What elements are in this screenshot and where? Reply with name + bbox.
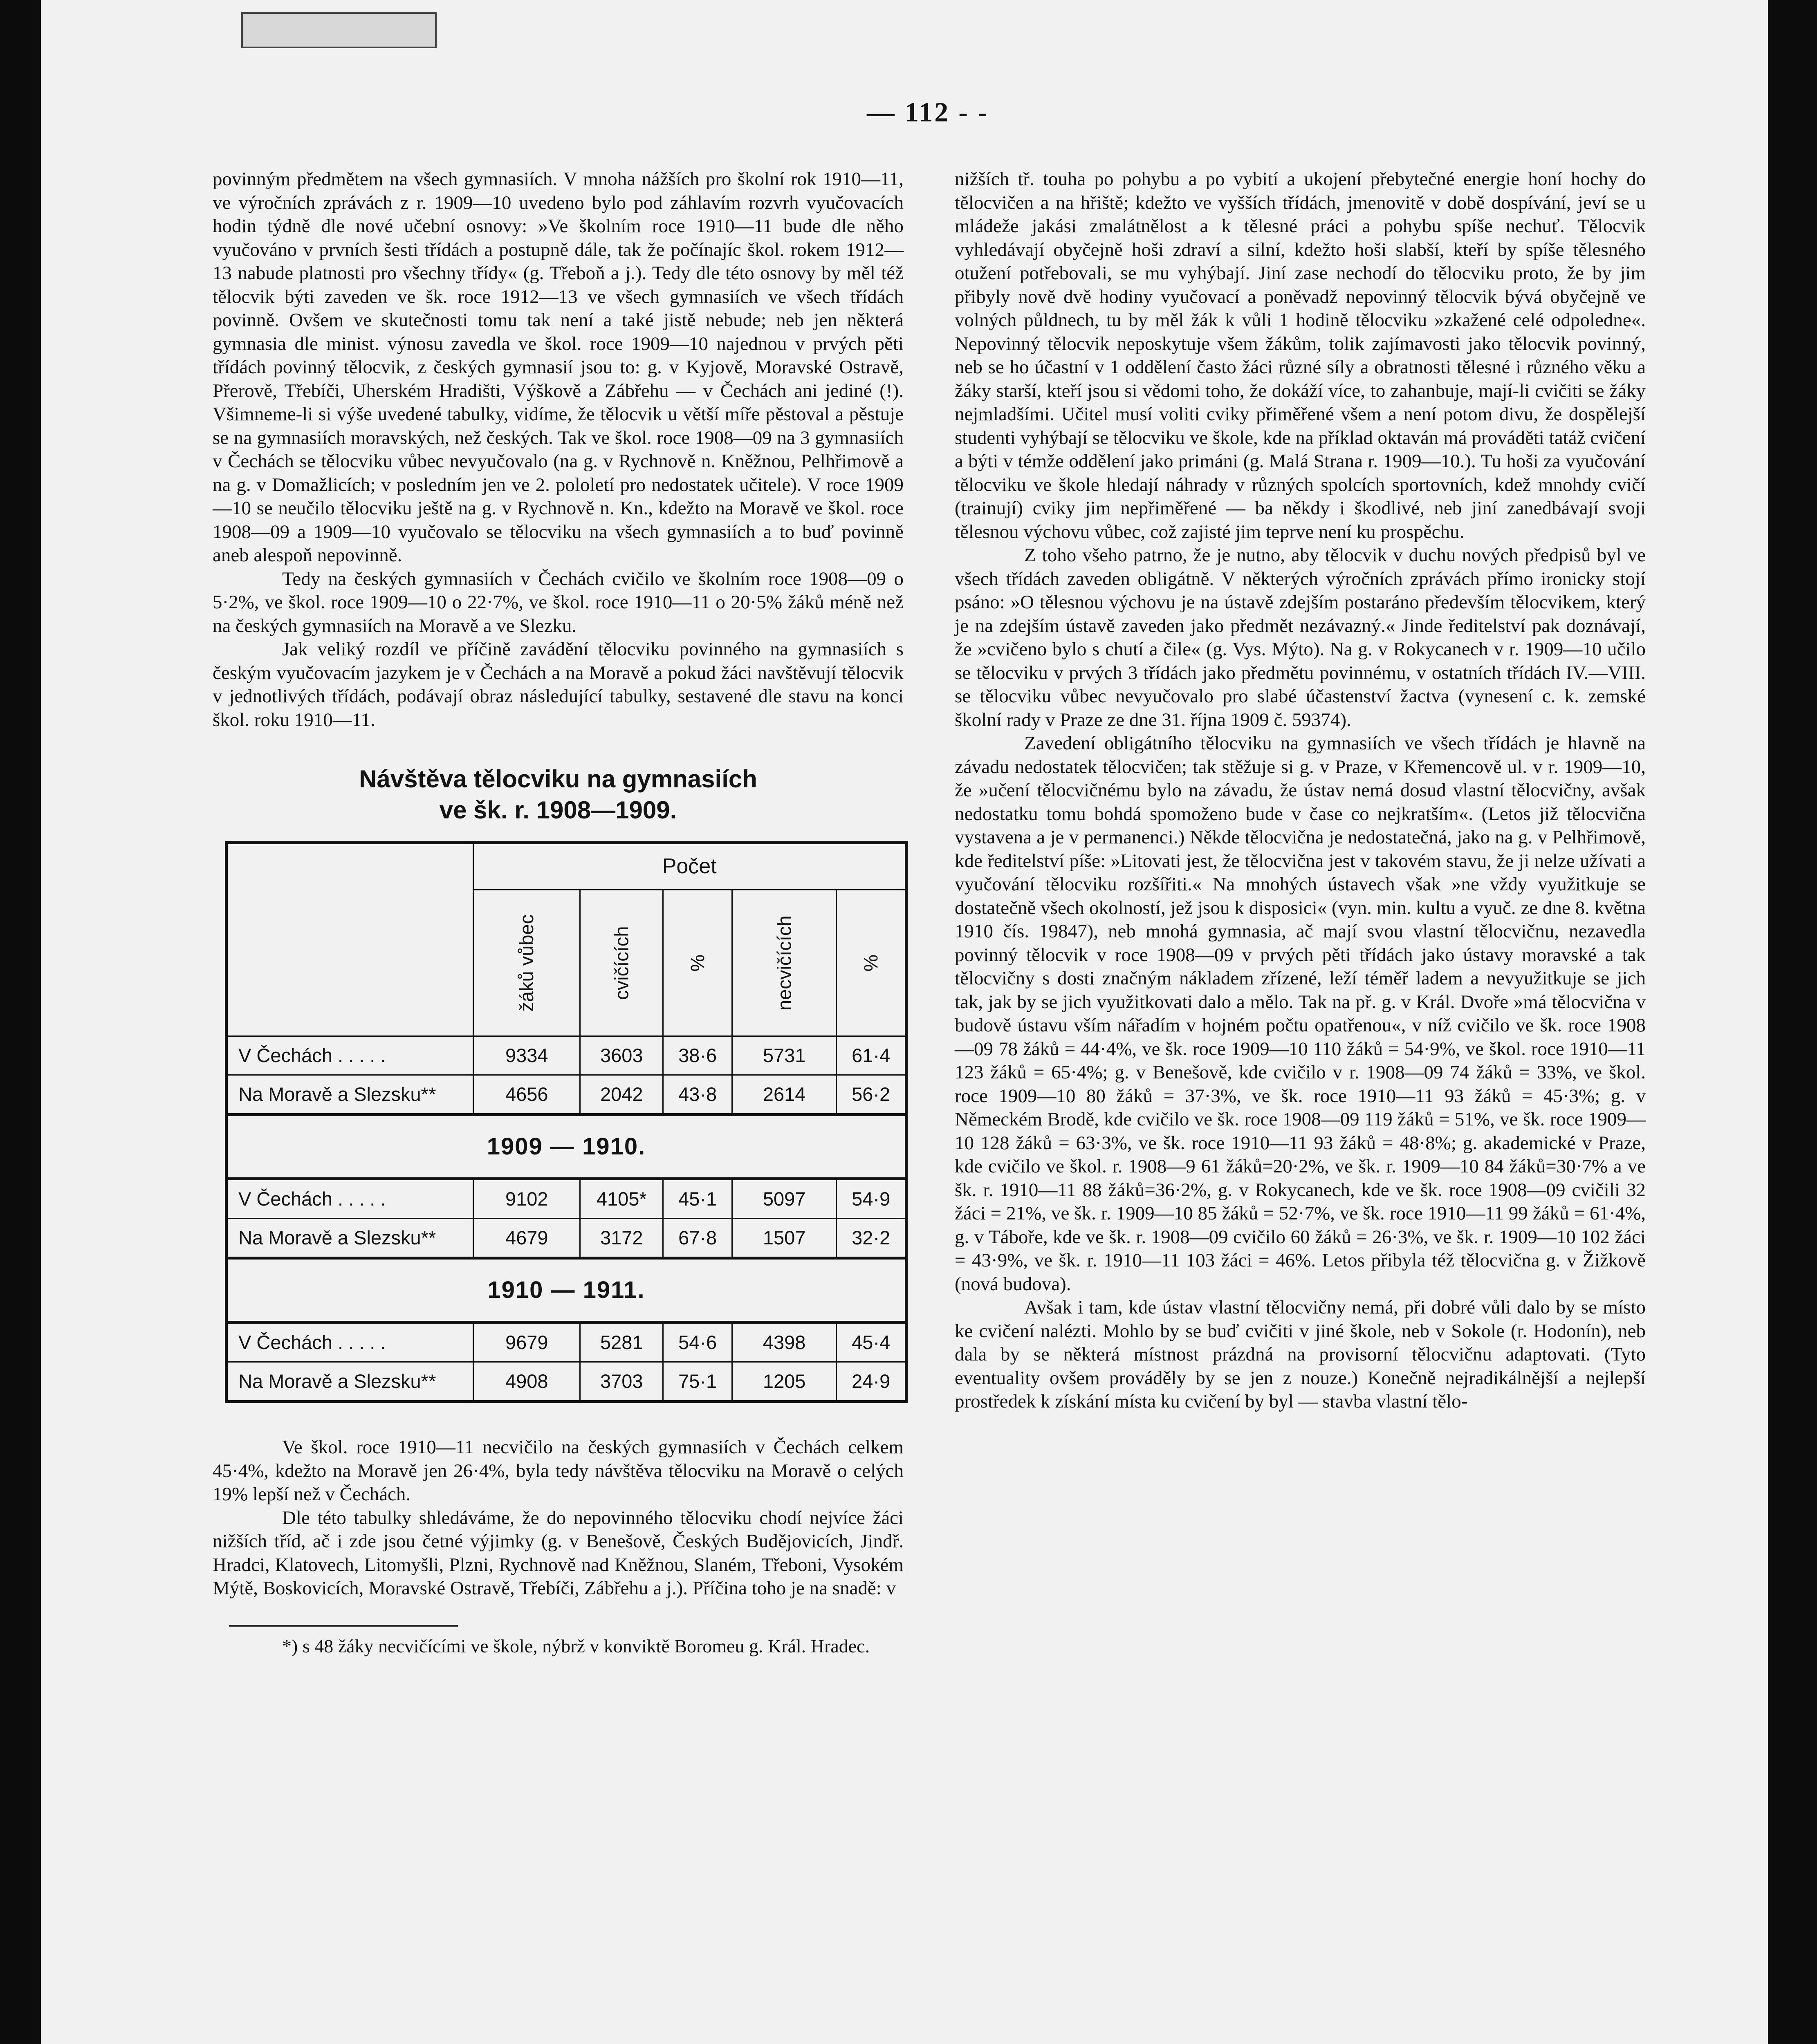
column-header [663,890,732,1036]
table-cell: 75·1 [663,1362,732,1402]
paragraph: Tedy na českých gymnasiích v Čechách cvičilo ve školním roce 1908—09 o 5·2%, ve škol. roce 1909—10 o 22·7%, ve škol. roce 1910—11 o 20·5% žáků méně než na českých gymnasiích na Moravě a ve Slezku. [213,568,904,637]
header-blank-cell [227,843,473,1036]
group-header: Počet [473,843,906,890]
table-row [227,1362,906,1402]
paragraph: Avšak i tam, kde ústav vlastní tělocvičny nemá, při dobré vůli dalo by se místo ke cvičení nalézti. Mohlo by se buď cvičiti v jiné škole, neb v Sokole (r. Hodonín), neb dala by se některá místnost prázdná na provisorní tělocvičnu adaptovati. (Tyto eventuality ovšem prováděly by se jen z nouze.) Konečně nejradikálnější a nejlepší prostředek k získání místa ku cvičení by byl — stavba vlastní tělo- [955,1297,1646,1412]
scan-border-right [1768,0,1817,2044]
table-cell: 9334 [473,1036,580,1075]
paragraph: Zavedení obligátního tělocviku na gymnasiích ve všech třídách je hlavně na závadu nedostatek tělocvičen; tak stěžuje si g. v Praze, v Křemencově ul. v r. 1909—10, že »učení tělocvičnému bylo na závadu, že ústav nemá dosud vlastní tělocvičny, avšak nedostatku tomu bohdá spomoženo bude v čase co nejkratším«. (Letos již tělocvična vystavena a je v permanenci.) Někde tělocvična je nedostatečná, jako na g. v Pelhřimově, kde ředitelství píše: »Litovati jest, že tělocvična jest v takovém stavu, že ji nelze užívati a vyučování tělocviku rozšířiti.« Na mnohých ústavech však »ne vždy využitkuje se dostatečně všech okolností, jež jsou k disposici« (vyn. min. kultu a vyuč. ze dne 8. května 1910 čís. 19847), neb mnohá gymnasia, ač mají svou vlastní tělocvičnu, nezavedla povinný tělocvik v roce 1908—09 v prvých pěti třídách jako ústavy moravské a tak tělocvičny s dosti značným nákladem zřízené, leží téměř ladem a nevyužitkuje se jich tak, jak by se jich využitkovati dalo a mělo. Tak na př. g. v Král. Dvoře »má tělocvična v budově ústavu vším nářadím v hojném počtu opatřenou«, v níž cvičilo ve šk. roce 1908—09 78 žáků = 44·4%, ve šk. roce 1909—10 110 žáků = 54·9%, ve škol. roce 1910—11 123 žáků = 65·4%; g. v Benešově, kde cvičilo v r. 1908—09 74 žáků = 33%, ve škol. roce 1909—10 80 žáků = 37·3%, ve šk. roce 1910—11 93 žáků = 45·3%; g. v Německém Brodě, kde cvičilo ve šk. roce 1908—09 119 žáků = 51%, ve šk. roce 1909—10 128 žáků = 63·3%, ve šk. roce 1910—11 93 žáků = 48·8%; g. akademické v Praze, kde cvičilo ve škol. r. 1908—9 61 žáků=20·2%, ve šk. r. 1909—10 84 žáků=30·7% a ve šk. r. 1910—11 88 žáků=36·2%, g. v Rokycanech, kde ve šk. roce 1908—09 cvičili 32 žáci = 21%, ve šk. r. 1909—10 85 žáků = 52·7%, ve šk. roce 1910—11 99 žáků = 61·4%, g. v Táboře, kde ve šk. r. 1908—09 cvičilo 60 žáků = 26·3%, ve šk. r. 1909—10 102 žáci = 43·9%, ve šk. r. 1910—11 103 žáci = 46%. Letos přibyla též tělocvična g. v Žižkově (nová budova). [955,733,1646,1295]
table-cell: 1507 [732,1219,836,1258]
table-row [227,1179,906,1219]
column-header-label: žáků vůbec [516,914,538,1012]
attendance-table [225,841,908,1403]
table-cell: 4908 [473,1362,580,1402]
column-header-label: % [860,954,882,972]
table-cell: 3603 [580,1036,663,1075]
column-header-label: cvičících [610,926,633,1000]
table-cell: 56·2 [837,1075,906,1115]
paragraph: povinným předmětem na všech gymnasiích. V mnoha nážších pro školní rok 1910—11, ve výročních zprávách z r. 1909—10 uvedeno bylo pod záhlavím rozvrh vyučovacích hodin týdně dle nové učební osnovy: »Ve školním roce 1910—11 bude dle něho vyučováno v prvních šesti třídách a postupně dále, tak že počínajíc škol. rokem 1912—13 nabude platnosti pro všechny třídy« (g. Třeboň a j.). Tedy dle této osnovy by měl též tělocvik býti zaveden ve šk. roce 1912—13 ve všech gymnasiích ve všech třídách povinně. Ovšem ve skutečnosti tomu tak není a také jistě nebude; neb jen některá gymnasia dle minist. výnosu zavedla ve škol. roce 1909—10 najednou v prvých pěti třídách povinný tělocvik, z českých gymnasií jsou to: g. v Kyjově, Moravské Ostravě, Přerově, Třebíči, Uherském Hradišti, Výškově a Zábřehu — v Čechách ani jediné (!). Všimneme-li si výše uvedené tabulky, vidíme, že tělocvik u větší míře pěstoval a pěstuje se na gymnasiích moravských, než českých. Tak ve škol. roce 1908—09 na 3 gymnasiích v Čechách se tělocviku vůbec nevyučovalo (na g. v Rychnově n. Kněžnou, Pelhřimově a na g. v Domažlicích; v posledním jen ve 2. pololetí pro nedostatek učitele). V roce 1909—10 se neučilo tělocviku ještě na g. v Rychnově n. Kn., kdežto na Moravě ve škol. roce 1908—09 a 1909—10 vyučovalo se tělocviku na všech gymnasiích a to buď povinně aneb alespoň nepovinně. [213,168,904,566]
column-header [732,890,836,1036]
scan-border-left [0,0,41,2044]
footnote: *) s 48 žáky necvičícími ve škole, nýbrž v konviktě Boromeu g. Král. Hradec. [282,1635,870,1656]
column-header [473,890,580,1036]
section-header: 1909 — 1910. [227,1115,906,1179]
scan-artifact [241,12,437,48]
table-cell: 1205 [732,1362,836,1402]
row-label: Na Moravě a Slezsku** [227,1075,473,1115]
table-cell: 61·4 [837,1036,906,1075]
table-cell: 4105* [580,1179,663,1219]
section-header-row [227,1258,906,1322]
table-cell: 2042 [580,1075,663,1115]
table-cell: 5731 [732,1036,836,1075]
table-cell: 3703 [580,1362,663,1402]
table-cell: 54·9 [837,1179,906,1219]
table-cell: 2614 [732,1075,836,1115]
table-title [213,764,904,826]
table-row [227,1036,906,1075]
row-label: V Čechách . . . . . [227,1322,473,1362]
paragraph: Jak veliký rozdíl ve příčině zavádění tělocviku povinného na gymnasiích s českým vyučovacím jazykem je v Čechách a na Moravě a pokud žáci navštěvují tělocvik v jednotlivých třídách, podávají obraz následující tabulky, sestavené dle stavu na konci škol. roku 1910—11. [213,639,904,731]
table-cell: 3172 [580,1219,663,1258]
table-cell: 24·9 [837,1362,906,1402]
row-label: V Čechách . . . . . [227,1036,473,1075]
row-label: V Čechách . . . . . [227,1179,473,1219]
table-cell: 5097 [732,1179,836,1219]
table-cell: 54·6 [663,1322,732,1362]
paragraph: Dle této tabulky shledáváme, že do nepovinného tělocviku chodí nejvíce žáci nižších tříd, ač i zde jsou četné výjimky (g. v Benešově, Českých Budějovicích, Jindř. Hradci, Klatovech, Litomyšli, Plzni, Rychnově nad Kněžnou, Slaném, Třeboni, Vysokém Mýtě, Boskovicích, Moravské Ostravě, Třebíči, Zábřehu a j.). Příčina toho je na snadě: v [213,1507,904,1599]
footnote-divider [229,1625,458,1627]
row-label: Na Moravě a Slezsku** [227,1219,473,1258]
left-column [213,168,904,1658]
paragraph: Z toho všeho patrno, že je nutno, aby tělocvik v duchu nových předpisů byl ve všech třídách zaveden obligátně. V některých výročních zprávách přímo ironicky stojí psáno: »O tělesnou výchovu je na ústavě zdejším postaráno především tělocvikem, který je na zdejším ústavě zaveden jako předmět nezávazný.« Jinde ředitelství pak doznávají, že »cvičeno bylo s chutí a čile« (g. Vys. Mýto). Na g. v Rokycanech v r. 1909—10 učilo se tělocviku v prvých 3 třídách jako předmětu povinnému, v ostatních třídách IV.—VIII. se tělocviku vůbec nevyučovalo pro slabé účastenství žactva (vynesení c. k. zemské školní rady v Praze ze dne 31. října 1909 č. 59374). [955,545,1646,731]
table-row [227,1075,906,1115]
column-header [837,890,906,1036]
table-cell: 4398 [732,1322,836,1362]
table-cell: 9679 [473,1322,580,1362]
table-cell: 38·6 [663,1036,732,1075]
table-cell: 45·1 [663,1179,732,1219]
table-cell: 32·2 [837,1219,906,1258]
paragraph: Ve škol. roce 1910—11 necvičilo na českých gymnasiích v Čechách celkem 45·4%, kdežto na Moravě jen 26·4%, byla tedy návštěva tělocviku na Moravě o celých 19% lepší než v Čechách. [213,1437,904,1505]
right-column [955,168,1646,1414]
table-cell: 45·4 [837,1322,906,1362]
column-header-label: % [686,954,709,972]
page-number: — 112 - - [867,96,989,128]
section-header-row [227,1115,906,1179]
column-header [580,890,663,1036]
table-row [227,1219,906,1258]
table-title-line: Návštěva tělocviku na gymnasiích [359,765,757,793]
table-cell: 67·8 [663,1219,732,1258]
section-header: 1910 — 1911. [227,1258,906,1322]
table-cell: 5281 [580,1322,663,1362]
table-header-row [227,843,906,890]
row-label: Na Moravě a Slezsku** [227,1362,473,1402]
table-cell: 43·8 [663,1075,732,1115]
table-cell: 4656 [473,1075,580,1115]
table-row [227,1322,906,1362]
paragraph: nižších tř. touha po pohybu a po vybití a ukojení přebytečné energie honí hochy do tělocvičen a na hřiště; kdežto ve vyšších třídách, jmenovitě v době dospívání, jeví se u mládeže jakási zmalátnělost a k tělesné práci a pohybu spíše nechuť. Tělocvik vyhledávají obyčejně hoši zdraví a silní, kdežto hoši slabší, kteří by spíše tělesného otužení potřebovali, se mu vyhýbají. Jiní zase nechodí do tělocviku proto, že by jim přibyly nově dvě hodiny vyučovací a poněvadž nepovinný tělocvik bývá obyčejně ve volných půldnech, tu by měl žák k vůli 1 hodině tělocviku »zkažené celé odpoledne«. Nepovinný tělocvik neposkytuje všem žákům, tolik zajímavosti jako tělocvik povinný, neb se ho účastní v 1 oddělení často žáci různé síly a obratnosti tělesné i různého věku a žáky starší, kteří jsou si vědomi toho, že dokáží více, to zahanbuje, mají-li cvičiti se žáky nejmladšími. Učitel musí voliti cviky přiměřené všem a není potom divu, že dospělejší studenti vyhýbají se tělocviku ve škole, kde na příklad oktaván má prováděti tatáž cvičení a býti v témže oddělení jako primáni (g. Malá Strana r. 1909—10.). Tu hoši za vyučování tělocviku ve škole hledají náhrady v různých spolcích sportovních, kdež mnohdy cvičí (trainují) cviky jim nepřiměřené — ba někdy i škodlivé, neb jiní zanedbávají svoji tělesnou výchovu vůbec, což zajisté jim teprve není ku prospěchu. [955,168,1646,542]
column-header-label: necvičících [773,915,795,1011]
table-title-line: ve šk. r. 1908—1909. [439,796,677,824]
table-cell: 4679 [473,1219,580,1258]
table-cell: 9102 [473,1179,580,1219]
